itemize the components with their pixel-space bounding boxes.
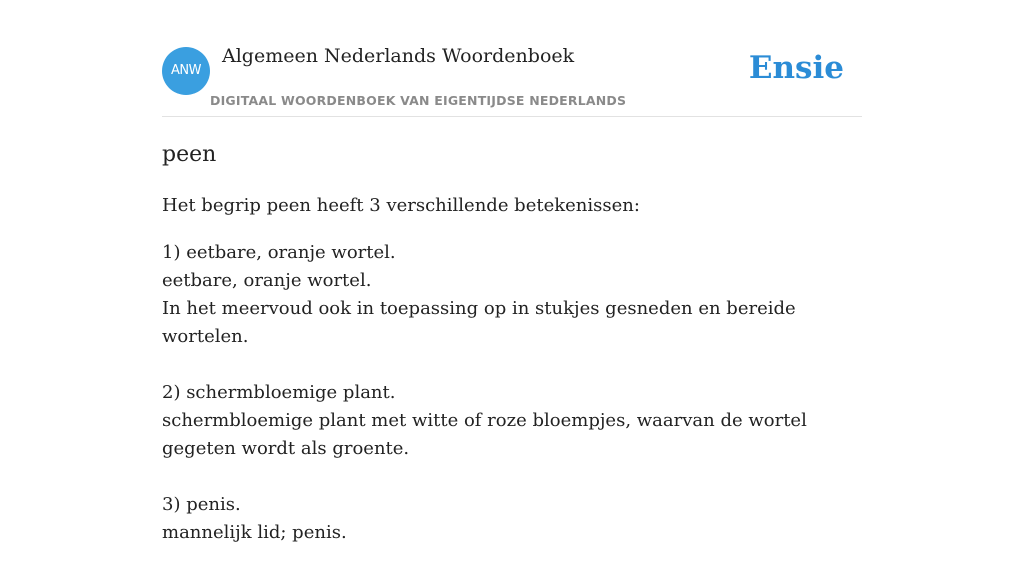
meaning-line: eetbare, oranje wortel.	[162, 270, 372, 291]
meaning-heading: 3) penis.	[162, 494, 241, 515]
site-subtitle: DIGITAAL WOORDENBOEK VAN EIGENTIJDSE NEDERLANDS	[210, 93, 627, 108]
meaning-item	[162, 379, 862, 463]
meaning-heading: 1) eetbare, oranje wortel.	[162, 242, 396, 263]
entry-intro: Het begrip peen heeft 3 verschillende betekenissen:	[162, 195, 640, 216]
site-header	[162, 0, 862, 117]
ensie-brand-link[interactable]: Ensie	[748, 50, 844, 86]
page-title: peen	[162, 142, 217, 167]
entry-content	[162, 138, 862, 575]
meanings-list	[162, 239, 862, 547]
anw-logo[interactable]: ANW	[162, 47, 210, 95]
meaning-item	[162, 239, 862, 351]
site-title[interactable]: Algemeen Nederlands Woordenboek	[222, 45, 575, 67]
meaning-line: schermbloemige plant met witte of roze bloempjes, waarvan de wortel gegeten wordt als groente.	[162, 410, 807, 459]
meaning-line: mannelijk lid; penis.	[162, 522, 347, 543]
meaning-line: In het meervoud ook in toepassing op in stukjes gesneden en bereide wortelen.	[162, 298, 796, 347]
meaning-heading: 2) schermbloemige plant.	[162, 382, 396, 403]
meaning-item	[162, 491, 862, 547]
